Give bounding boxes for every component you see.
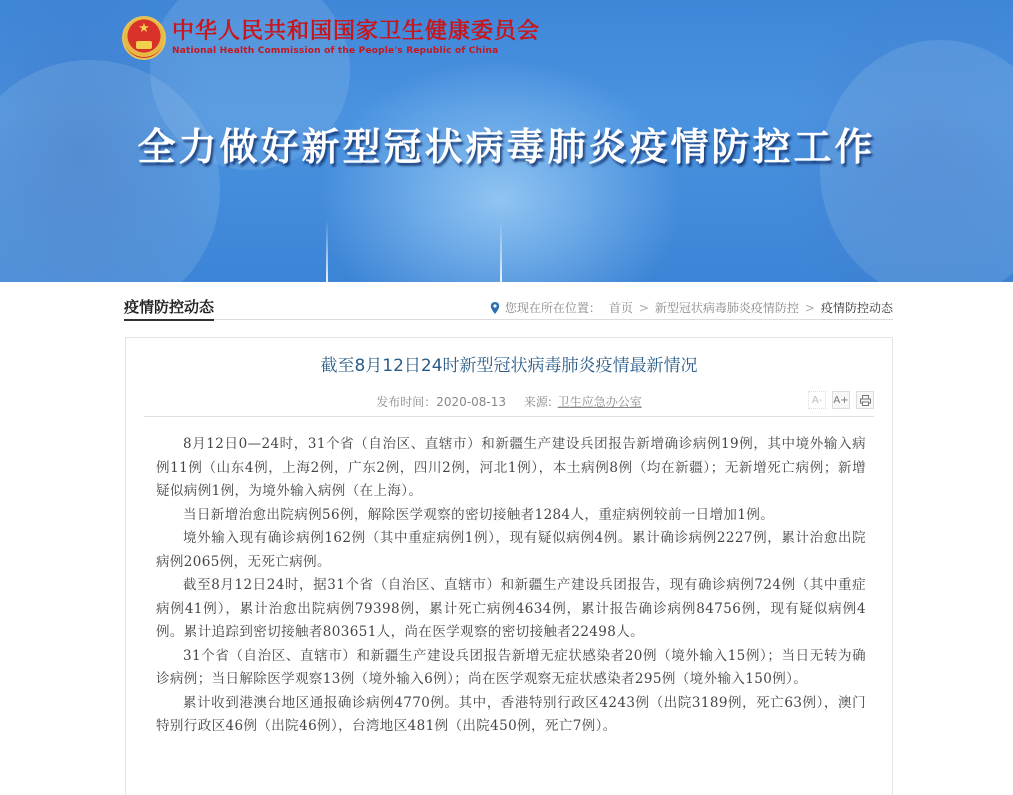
source-label: 来源:: [523, 395, 552, 409]
breadcrumb-separator: >: [804, 300, 815, 315]
publish-label: 发布时间：: [376, 395, 437, 409]
publish-date: 2020-08-13: [436, 395, 507, 409]
section-header: [124, 296, 893, 320]
breadcrumb-separator: >: [638, 300, 649, 315]
meta-divider: [144, 416, 874, 417]
breadcrumb: [490, 299, 893, 316]
article-meta: [126, 393, 892, 410]
ekg-line: [326, 220, 328, 282]
org-name-en: National Health Commission of the People's Republic of China: [172, 46, 499, 56]
breadcrumb-home[interactable]: 首页: [608, 301, 633, 315]
article-body: [156, 433, 866, 739]
paragraph-cumulative: 截至8月12日24时，据31个省（自治区、直辖市）和新疆生产建设兵团报告，现有确诊病例724例（其中重症病例41例），累计治愈出院病例79398例，累计死亡病例4634例，累计报告确诊病例84756例，现有疑似病例4例。累计追踪到密切接触者803651人，尚在医学观察的密切接触者22498人。: [156, 577, 866, 640]
banner-title: 全力做好新型冠状病毒肺炎疫情防控工作: [137, 125, 876, 169]
article-title: 截至8月12日24时新型冠状病毒肺炎疫情最新情况: [320, 356, 698, 376]
paragraph-imported: 境外输入现有确诊病例162例（其中重症病例1例），现有疑似病例4例。累计确诊病例2227例，累计治愈出院病例2065例，无死亡病例。: [156, 530, 866, 570]
font-smaller-icon: A-: [811, 394, 823, 406]
national-emblem-icon: [122, 16, 166, 60]
site-logo[interactable]: [122, 16, 540, 60]
font-smaller-button[interactable]: [808, 391, 826, 409]
ekg-line: [500, 220, 502, 282]
font-larger-icon: A+: [833, 394, 849, 406]
print-icon: [860, 395, 871, 406]
paragraph-hk-macao-taiwan: 累计收到港澳台地区通报确诊病例4770例。其中，香港特别行政区4243例（出院3189例，死亡63例），澳门特别行政区46例（出院46例），台湾地区481例（出院450例，死亡7例）。: [156, 694, 866, 734]
breadcrumb-covid-prevention[interactable]: 新型冠状病毒肺炎疫情防控: [654, 301, 799, 315]
paragraph-recoveries: 当日新增治愈出院病例56例，解除医学观察的密切接触者1284人，重症病例较前一日增加1例。: [183, 506, 775, 523]
article-tools: [808, 391, 874, 409]
print-button[interactable]: [856, 391, 874, 409]
location-pin-icon: [490, 302, 500, 314]
paragraph-asymptomatic: 31个省（自治区、直辖市）和新疆生产建设兵团报告新增无症状感染者20例（境外输入15例）；当日无转为确诊病例；当日解除医学观察13例（境外输入6例）；尚在医学观察无症状感染者295例（境外输入150例）。: [156, 647, 866, 687]
breadcrumb-current[interactable]: 疫情防控动态: [820, 301, 893, 315]
source-link[interactable]: 卫生应急办公室: [557, 395, 642, 409]
article-container: [125, 337, 893, 795]
paragraph-new-cases: 8月12日0—24时，31个省（自治区、直辖市）和新疆生产建设兵团报告新增确诊病例19例，其中境外输入病例11例（山东4例，上海2例，广东2例，四川2例，河北1例），本土病例8例（均在新疆）；无新增死亡病例；新增疑似病例1例，为境外输入病例（在上海）。: [156, 436, 866, 499]
org-name-cn: 中华人民共和国国家卫生健康委员会: [172, 19, 541, 44]
section-title: 疫情防控动态: [124, 298, 214, 321]
header-banner: [0, 0, 1013, 282]
font-larger-button[interactable]: [832, 391, 850, 409]
breadcrumb-prefix: 您现在所在位置：: [504, 301, 601, 315]
